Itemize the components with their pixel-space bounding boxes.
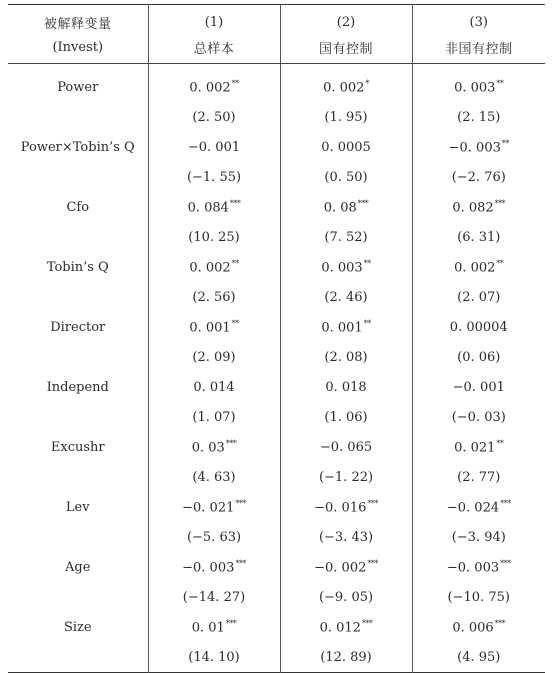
coefficient-cell	[280, 312, 412, 342]
significance-stars: **	[496, 78, 504, 88]
variable-name: Director	[50, 319, 106, 335]
coefficient-cell	[412, 252, 545, 282]
significance-stars: **	[231, 318, 239, 328]
table-row	[8, 462, 545, 492]
significance-stars: ***	[500, 498, 511, 508]
column-1-label: 总样本	[148, 35, 280, 64]
t-statistic: (12. 89)	[280, 642, 412, 673]
t-statistic: (4. 63)	[148, 462, 280, 492]
column-3-label: 非国有控制	[412, 35, 545, 64]
variable-name: Cfo	[66, 199, 90, 215]
significance-stars: ***	[367, 498, 378, 508]
coefficient-value: 0. 018	[325, 379, 367, 395]
coefficient-cell	[148, 192, 280, 222]
t-statistic: (1. 07)	[148, 402, 280, 432]
coefficient-value: 0. 003	[454, 80, 496, 96]
table-row	[8, 492, 545, 522]
coefficient-value: −0. 065	[319, 439, 373, 455]
coefficient-cell	[148, 372, 280, 402]
column-3-number: (3)	[412, 5, 545, 36]
coefficient-cell	[412, 552, 545, 582]
column-2-label: 国有控制	[280, 35, 412, 64]
table-row	[8, 312, 545, 342]
coefficient-value: −0. 003	[446, 560, 500, 576]
coefficient-value: 0. 014	[193, 379, 235, 395]
significance-stars: **	[496, 438, 504, 448]
t-statistic: (−1. 55)	[148, 162, 280, 192]
coefficient-value: 0. 0005	[321, 139, 371, 155]
variable-name: Power	[57, 79, 99, 95]
coefficient-cell	[280, 432, 412, 462]
significance-stars: ***	[225, 438, 237, 448]
table-row	[8, 192, 545, 222]
significance-stars: ***	[367, 558, 378, 568]
variable-name: Size	[63, 619, 92, 635]
empty-cell	[8, 282, 148, 312]
t-statistic: (14. 10)	[148, 642, 280, 673]
coefficient-cell	[148, 432, 280, 462]
t-statistic: (−1. 22)	[280, 462, 412, 492]
t-statistic: (6. 31)	[412, 222, 545, 252]
significance-stars: **	[363, 318, 371, 328]
coefficient-cell	[412, 132, 545, 162]
t-statistic: (−2. 76)	[412, 162, 545, 192]
table-row	[8, 552, 545, 582]
coefficient-value: 0. 012	[319, 620, 361, 636]
table-row	[8, 522, 545, 552]
table-row	[8, 612, 545, 642]
coefficient-value: −0. 016	[314, 500, 367, 516]
coefficient-value: 0. 002	[189, 80, 231, 96]
variable-name: Lev	[65, 499, 90, 515]
coefficient-value: −0. 001	[452, 379, 505, 395]
significance-stars: **	[501, 138, 509, 148]
coefficient-cell	[280, 252, 412, 282]
t-statistic: (0. 06)	[412, 342, 545, 372]
coefficient-cell	[148, 612, 280, 642]
coefficient-value: −0. 003	[182, 560, 235, 576]
empty-cell	[8, 642, 148, 673]
t-statistic: (2. 15)	[412, 102, 545, 132]
variable-name: Power×Tobin’s Q	[20, 139, 135, 155]
table-row	[8, 642, 545, 673]
t-statistic: (0. 50)	[280, 162, 412, 192]
coefficient-cell	[280, 492, 412, 522]
t-statistic: (2. 07)	[412, 282, 545, 312]
coefficient-cell	[412, 372, 545, 402]
significance-stars: ***	[235, 498, 246, 508]
table-row	[8, 342, 545, 372]
variable-name: Excushr	[50, 439, 105, 455]
coefficient-value: 0. 00004	[449, 319, 508, 335]
coefficient-value: 0. 002	[189, 260, 231, 276]
table-row	[8, 582, 545, 612]
significance-stars: ***	[361, 618, 373, 628]
t-statistic: (7. 52)	[280, 222, 412, 252]
t-statistic: (−9. 05)	[280, 582, 412, 612]
t-statistic: (2. 50)	[148, 102, 280, 132]
table-header	[8, 5, 545, 64]
significance-stars: **	[231, 258, 239, 268]
coefficient-cell	[412, 64, 545, 103]
table-body	[8, 64, 545, 673]
coefficient-value: 0. 006	[452, 620, 494, 636]
significance-stars: *	[365, 78, 369, 88]
table-row	[8, 132, 545, 162]
header-row-1	[8, 5, 545, 36]
t-statistic: (−14. 27)	[148, 582, 280, 612]
coefficient-cell	[148, 64, 280, 103]
table-row	[8, 64, 545, 103]
empty-cell	[8, 402, 148, 432]
variable-name: Independ	[46, 379, 109, 395]
empty-cell	[8, 162, 148, 192]
coefficient-cell	[412, 492, 545, 522]
table-row	[8, 102, 545, 132]
empty-cell	[8, 222, 148, 252]
table-row	[8, 432, 545, 462]
significance-stars: **	[363, 258, 371, 268]
coefficient-value: 0. 021	[454, 440, 496, 456]
coefficient-value: −0. 001	[187, 139, 241, 155]
regression-table	[8, 4, 545, 673]
coefficient-cell	[280, 372, 412, 402]
table-row	[8, 162, 545, 192]
dependent-variable-label: 被解释变量	[43, 16, 112, 32]
empty-cell	[8, 582, 148, 612]
coefficient-value: 0. 001	[189, 320, 231, 336]
t-statistic: (−0. 03)	[412, 402, 545, 432]
coefficient-cell	[412, 192, 545, 222]
column-1-number: (1)	[148, 5, 280, 36]
coefficient-cell	[280, 132, 412, 162]
coefficient-value: 0. 002	[454, 260, 496, 276]
empty-cell	[8, 522, 148, 552]
table-row	[8, 222, 545, 252]
coefficient-cell	[280, 192, 412, 222]
coefficient-value: 0. 08	[323, 200, 357, 216]
t-statistic: (2. 77)	[412, 462, 545, 492]
significance-stars: ***	[500, 558, 511, 568]
significance-stars: ***	[494, 198, 506, 208]
coefficient-cell	[148, 492, 280, 522]
coefficient-cell	[280, 552, 412, 582]
coefficient-value: 0. 001	[321, 320, 363, 336]
t-statistic: (−5. 63)	[148, 522, 280, 552]
coefficient-value: −0. 003	[448, 140, 501, 156]
t-statistic: (1. 06)	[280, 402, 412, 432]
significance-stars: ***	[235, 558, 246, 568]
coefficient-cell	[412, 432, 545, 462]
coefficient-cell	[148, 312, 280, 342]
significance-stars: ***	[357, 198, 369, 208]
table-row	[8, 282, 545, 312]
coefficient-value: 0. 003	[321, 260, 363, 276]
coefficient-cell	[280, 612, 412, 642]
column-2-number: (2)	[280, 5, 412, 36]
significance-stars: ***	[494, 618, 506, 628]
variable-name: Age	[65, 559, 91, 575]
significance-stars: ***	[225, 618, 237, 628]
coefficient-value: 0. 002	[323, 80, 365, 96]
empty-cell	[8, 342, 148, 372]
t-statistic: (1. 95)	[280, 102, 412, 132]
table-row	[8, 402, 545, 432]
t-statistic: (2. 08)	[280, 342, 412, 372]
coefficient-value: 0. 084	[187, 200, 229, 216]
empty-cell	[8, 462, 148, 492]
t-statistic: (10. 25)	[148, 222, 280, 252]
empty-cell	[8, 102, 148, 132]
t-statistic: (4. 95)	[412, 642, 545, 673]
coefficient-cell	[148, 252, 280, 282]
t-statistic: (−3. 94)	[412, 522, 545, 552]
significance-stars: **	[496, 258, 504, 268]
t-statistic: (2. 56)	[148, 282, 280, 312]
t-statistic: (2. 46)	[280, 282, 412, 312]
coefficient-value: 0. 082	[452, 200, 494, 216]
variable-name: Tobin’s Q	[46, 259, 109, 275]
header-row-2	[8, 35, 545, 64]
t-statistic: (2. 09)	[148, 342, 280, 372]
t-statistic: (−10. 75)	[412, 582, 545, 612]
coefficient-cell	[412, 612, 545, 642]
coefficient-value: 0. 03	[191, 440, 225, 456]
t-statistic: (−3. 43)	[280, 522, 412, 552]
dependent-variable-name: (Invest)	[8, 35, 148, 64]
significance-stars: ***	[229, 198, 241, 208]
table-row	[8, 252, 545, 282]
coefficient-value: −0. 024	[446, 500, 500, 516]
coefficient-value: 0. 01	[191, 620, 225, 636]
coefficient-cell	[148, 552, 280, 582]
coefficient-cell	[412, 312, 545, 342]
table-row	[8, 372, 545, 402]
coefficient-cell	[148, 132, 280, 162]
coefficient-value: −0. 021	[182, 500, 235, 516]
significance-stars: **	[231, 78, 239, 88]
coefficient-cell	[280, 64, 412, 103]
coefficient-value: −0. 002	[314, 560, 367, 576]
